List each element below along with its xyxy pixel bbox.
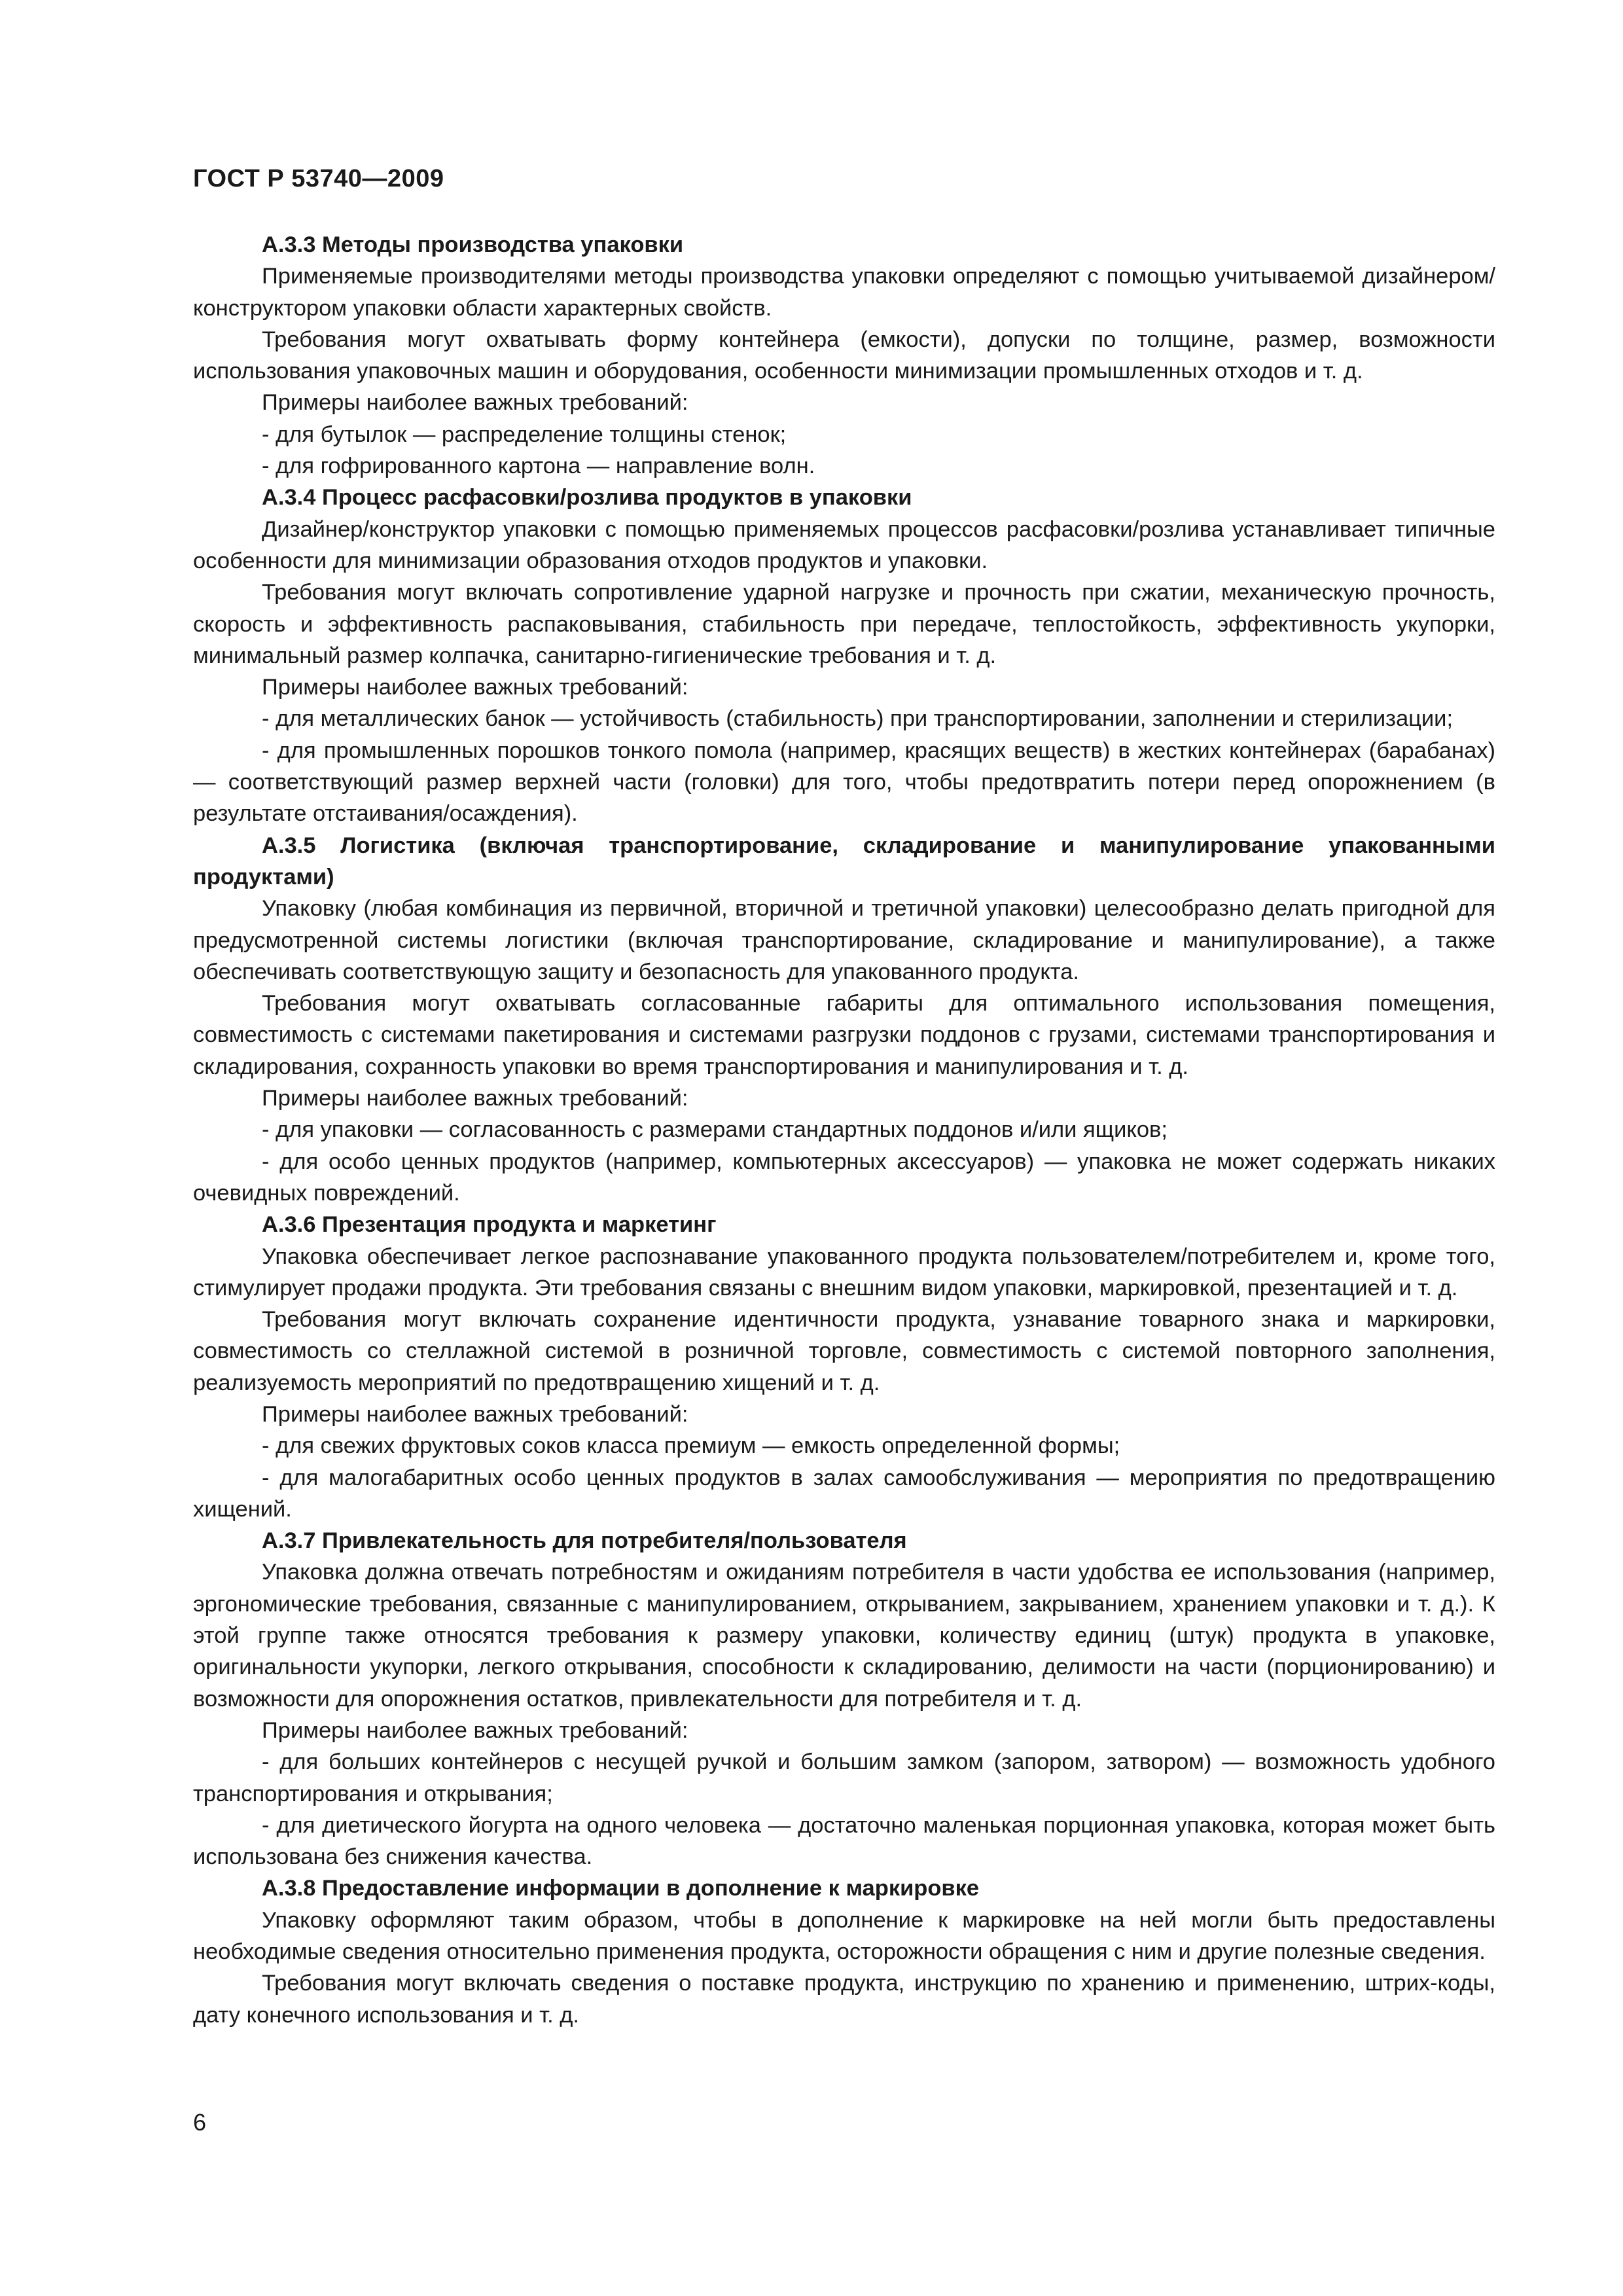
list-item: - для промышленных порошков тонкого помола (например, красящих веществ) в жестких контейнерах (барабанах) — соответствующий размер верхней части (головки) для того, чтобы предотвратить потери перед опорожнением (в результате отстаивания/осаждения). — [193, 738, 1495, 827]
section-heading: А.3.4 Процесс расфасовки/розлива продуктов в упаковки — [262, 485, 912, 511]
document-header-id: ГОСТ Р 53740—2009 — [193, 165, 444, 192]
paragraph: Требования могут включать сведения о поставке продукта, инструкцию по хранению и применению, штрих-коды, дату конечного использования и т. д. — [193, 1971, 1495, 2028]
paragraph: Примеры наиболее важных требований: — [262, 675, 688, 700]
paragraph: Упаковку (любая комбинация из первичной, вторичной и третичной упаковки) целесообразно делать пригодной для предусмотренной системы логистики (включая транспортирование, складирование и манипулирование), а также обеспечивать соответствующую защиту и безопасность для упакованного продукта. — [193, 896, 1495, 984]
paragraph: Требования могут охватывать согласованные габариты для оптимального использования помещения, совместимость с системами пакетирования и системами разгрузки поддонов с грузами, системами транспортирования и складирования, сохранность упаковки во время транспортирования и манипулирования и т. д. — [193, 991, 1495, 1079]
paragraph: Применяемые производителями методы производства упаковки определяют с помощью учитываемой дизайнером/конструктором упаковки области характерных свойств. — [193, 264, 1495, 321]
paragraph: Упаковка должна отвечать потребностям и ожиданиям потребителя в части удобства ее использования (например, эргономические требования, связанные с манипулированием, открыванием, закрыванием, хранением упаковки и т. д.). К этой группе также относятся требования к размеру упаковки, количеству единиц (штук) продукта в упаковке, оригинальности укупорки, легкого открывания, способности к складированию, делимости на части (порционированию) и возможности для опорожнения остатков, привлекательности для потребителя и т. д. — [193, 1560, 1495, 1712]
paragraph: Требования могут включать сопротивление ударной нагрузке и прочность при сжатии, механическую прочность, скорость и эффективность распаковывания, стабильность при передаче, теплостойкость, эффективность укупорки, минимальный размер колпачка, санитарно-гигиенические требования и т. д. — [193, 580, 1495, 668]
paragraph: Требования могут включать сохранение идентичности продукта, узнавание товарного знака и маркировки, совместимость со стеллажной системой в розничной торговле, совместимость с системой повторного заполнения, реализуемость мероприятий по предотвращению хищений и т. д. — [193, 1307, 1495, 1395]
paragraph: Дизайнер/конструктор упаковки с помощью применяемых процессов расфасовки/розлива устанавливает типичные особенности для минимизации образования отходов продуктов и упаковки. — [193, 516, 1495, 573]
section-heading: А.3.7 Привлекательность для потребителя/пользователя — [262, 1528, 907, 1554]
list-item: - для особо ценных продуктов (например, компьютерных аксессуаров) — упаковка не может содержать никаких очевидных повреждений. — [193, 1149, 1495, 1206]
list-item: - для диетического йогурта на одного человека — достаточно маленькая порционная упаковка, которая может быть использована без снижения качества. — [193, 1812, 1495, 1870]
paragraph: Требования могут охватывать форму контейнера (емкости), допуски по толщине, размер, возможности использования упаковочных машин и оборудования, особенности минимизации промышленных отходов и т. д. — [193, 327, 1495, 384]
paragraph: Примеры наиболее важных требований: — [262, 390, 688, 416]
section-heading: А.3.5 Логистика (включая транспортирование, складирование и манипулирование упакованными продуктами) — [193, 833, 1495, 889]
document-body — [193, 229, 1495, 2031]
list-item: - для гофрированного картона — направление волн. — [262, 454, 815, 479]
paragraph: Упаковка обеспечивает легкое распознавание упакованного продукта пользователем/потребителем и, кроме того, стимулирует продажи продукта. Эти требования связаны с внешним видом упаковки, маркировкой, презентацией и т. д. — [193, 1244, 1495, 1300]
paragraph: Примеры наиболее важных требований: — [262, 1401, 688, 1427]
section-heading: А.3.3 Методы производства упаковки — [262, 232, 684, 257]
paragraph: Упаковку оформляют таким образом, чтобы в дополнение к маркировке на ней могли быть предоставлены необходимые сведения относительно применения продукта, осторожности обращения с ним и другие полезные сведения. — [193, 1907, 1495, 1965]
section-heading: А.3.8 Предоставление информации в дополнение к маркировке — [262, 1876, 980, 1901]
list-item: - для бутылок — распределение толщины стенок; — [262, 422, 787, 447]
list-item: - для больших контейнеров с несущей ручкой и большим замком (запором, затвором) — возможность удобного транспортирования и открывания; — [193, 1749, 1495, 1806]
paragraph: Примеры наиболее важных требований: — [262, 1717, 688, 1743]
page-number: 6 — [193, 2109, 207, 2136]
section-heading: А.3.6 Презентация продукта и маркетинг — [262, 1212, 717, 1238]
paragraph: Примеры наиболее важных требований: — [262, 1086, 688, 1111]
list-item: - для малогабаритных особо ценных продуктов в залах самообслуживания — мероприятия по предотвращению хищений. — [193, 1465, 1495, 1522]
list-item: - для упаковки — согласованность с размерами стандартных поддонов и/или ящиков; — [262, 1117, 1168, 1143]
list-item: - для свежих фруктовых соков класса премиум — емкость определенной формы; — [262, 1433, 1120, 1459]
list-item: - для металлических банок — устойчивость (стабильность) при транспортировании, заполнении и стерилизации; — [262, 706, 1454, 732]
